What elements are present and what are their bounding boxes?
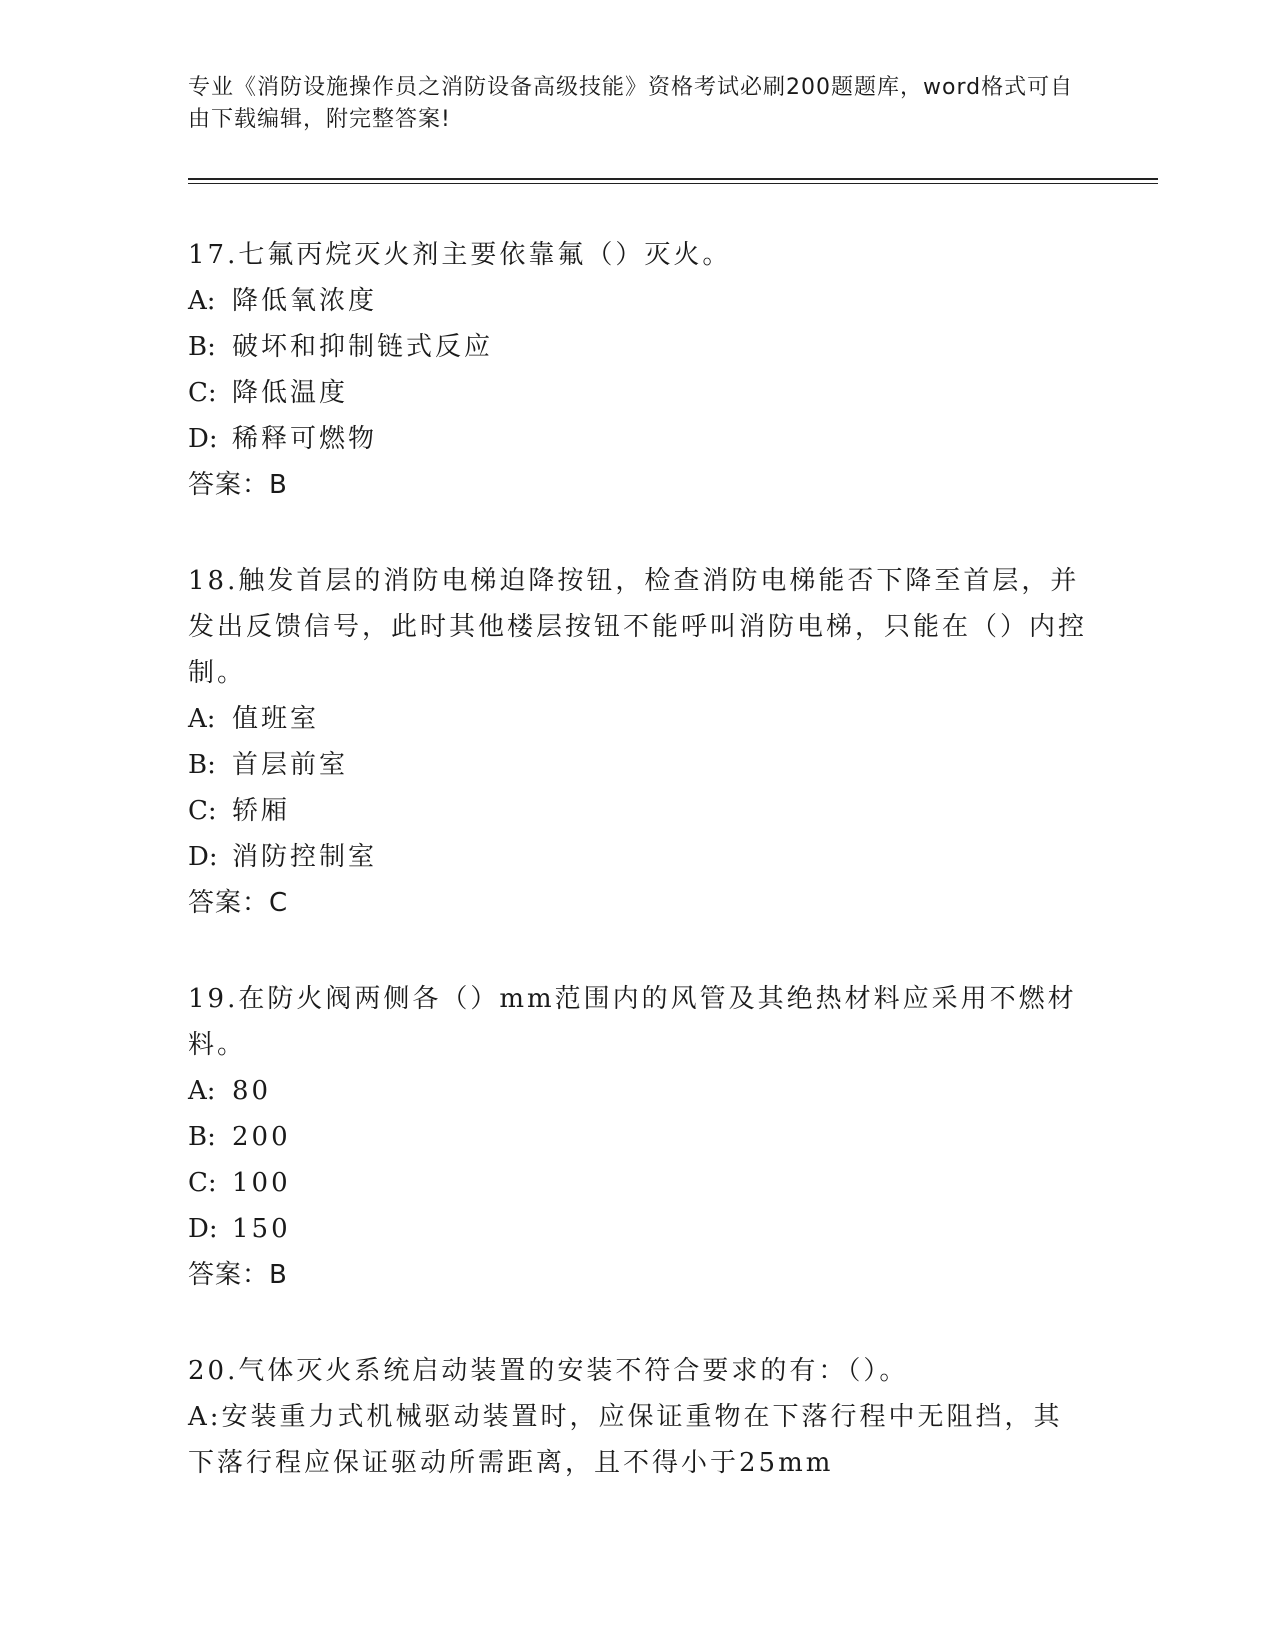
option-text: 破坏和抑制链式反应 (232, 332, 494, 362)
option-text: 首层前室 (232, 750, 349, 780)
question-17 (188, 232, 1088, 508)
question-18 (188, 558, 1088, 926)
question-20 (188, 1348, 1088, 1486)
option-b (188, 742, 1088, 788)
option-label: C: (188, 796, 217, 826)
option-a (188, 1394, 1088, 1486)
option-text: 100 (232, 1168, 291, 1198)
option-c (188, 788, 1088, 834)
question-list (188, 232, 1088, 1536)
question-stem: 20.气体灭火系统启动装置的安装不符合要求的有：（）。 (188, 1356, 909, 1386)
option-text: 降低氧浓度 (232, 286, 378, 316)
option-c (188, 1160, 1088, 1206)
document-header: 专业《消防设施操作员之消防设备高级技能》资格考试必刷200题题库，word格式可自由下载编辑，附完整答案! (188, 75, 1074, 132)
option-text: 稀释可燃物 (232, 424, 378, 454)
option-d (188, 1206, 1088, 1252)
option-text: 降低温度 (232, 378, 349, 408)
option-a (188, 278, 1088, 324)
option-text: 200 (232, 1122, 291, 1152)
option-text: 安装重力式机械驱动装置时，应保证重物在下落行程中无阻挡，其下落行程应保证驱动所需距离，且不得小于25mm (188, 1402, 1063, 1478)
option-label: C: (188, 1168, 217, 1198)
option-label: D: (188, 842, 218, 872)
question-stem: 18.触发首层的消防电梯迫降按钮，检查消防电梯能否下降至首层，并发出反馈信号，此时其他楼层按钮不能呼叫消防电梯，只能在（）内控制。 (188, 566, 1088, 688)
option-label: A: (188, 704, 216, 734)
option-label: B: (188, 750, 216, 780)
option-label: B: (188, 332, 216, 362)
option-text: 80 (232, 1076, 272, 1106)
option-label: C: (188, 378, 217, 408)
answer: 答案：C (188, 888, 289, 918)
answer: 答案：B (188, 1260, 288, 1290)
option-b (188, 1114, 1088, 1160)
option-label: D: (188, 424, 218, 454)
option-text: 轿厢 (232, 796, 291, 826)
option-a (188, 1068, 1088, 1114)
answer: 答案：B (188, 470, 288, 500)
header-divider (188, 178, 1158, 180)
option-a (188, 696, 1088, 742)
option-d (188, 416, 1088, 462)
option-text: 消防控制室 (232, 842, 378, 872)
option-d (188, 834, 1088, 880)
question-stem: 17.七氟丙烷灭火剂主要依靠氟（）灭火。 (188, 240, 732, 270)
option-label: A: (188, 1076, 216, 1106)
option-text: 150 (232, 1214, 291, 1244)
option-label: A: (188, 1402, 222, 1432)
option-label: D: (188, 1214, 218, 1244)
option-text: 值班室 (232, 704, 320, 734)
question-19 (188, 976, 1088, 1298)
option-label: B: (188, 1122, 216, 1152)
option-b (188, 324, 1088, 370)
option-label: A: (188, 286, 216, 316)
header-divider-thin (188, 183, 1158, 184)
question-stem: 19.在防火阀两侧各（）mm范围内的风管及其绝热材料应采用不燃材料。 (188, 984, 1077, 1060)
option-c (188, 370, 1088, 416)
